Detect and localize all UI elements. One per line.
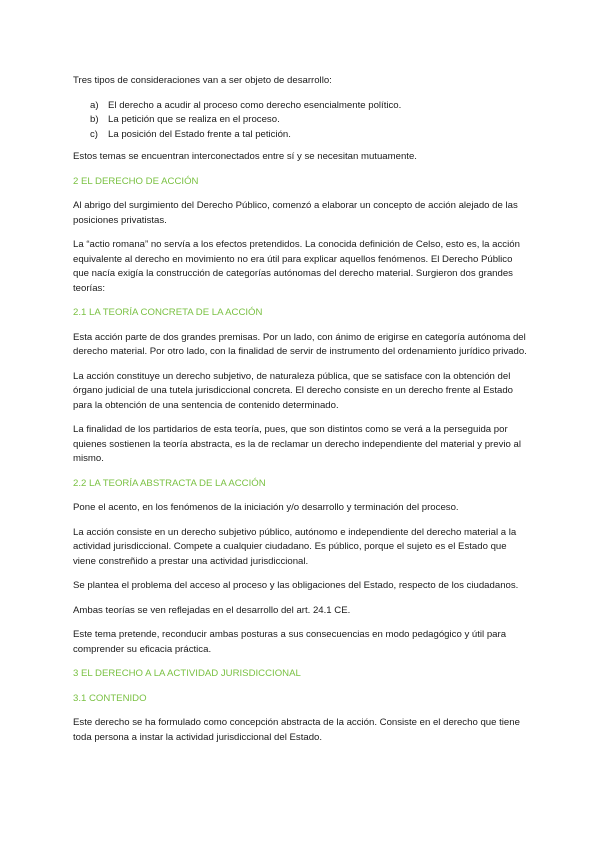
list-item-text: La petición que se realiza en el proceso.	[108, 114, 280, 125]
list-item	[73, 113, 527, 128]
list-item	[73, 128, 527, 143]
list-item-text: El derecho a acudir al proceso como derecho esencialmente político.	[108, 99, 402, 111]
paragraph: Se plantea el problema del acceso al proceso y las obligaciones del Estado, respecto de los ciudadanos.	[73, 580, 519, 591]
paragraph: Este derecho se ha formulado como concepción abstracta de la acción. Consiste en el derecho que tiene toda persona a instar la actividad jurisdiccional del Estado.	[73, 717, 520, 743]
section-heading-2: 2 EL DERECHO DE ACCIÓN	[73, 175, 199, 187]
section-heading-3-1: 3.1 CONTENIDO	[73, 692, 147, 704]
paragraph: Al abrigo del surgimiento del Derecho Público, comenzó a elaborar un concepto de acción alejado de las posiciones privatistas.	[73, 200, 518, 226]
intro-paragraph: Tres tipos de consideraciones van a ser objeto de desarrollo:	[73, 75, 332, 86]
paragraph: La “actio romana” no servía a los efectos pretendidos. La conocida definición de Celso, esto es, la acción equivalente al derecho en movimiento no era útil para explicar aquellos fenómenos. El Derecho Público que nacía exigía la construcción de categorías autónomas del derecho material. Surgieron dos grandes teorías:	[73, 239, 520, 294]
paragraph: La acción consiste en un derecho subjetivo público, autónomo e independiente del derecho material a la actividad jurisdiccional. Compete a cualquier ciudadano. Es público, porque el sujeto es el Estado que viene constreñido a prestar una actividad jurisdiccional.	[73, 526, 517, 567]
section-heading-3: 3 EL DERECHO A LA ACTIVIDAD JURISDICCIONAL	[73, 668, 301, 679]
section-heading-2-2: 2.2 LA TEORÍA ABSTRACTA DE LA ACCIÓN	[73, 477, 266, 489]
paragraph: Pone el acento, en los fenómenos de la iniciación y/o desarrollo y terminación del proceso.	[73, 502, 459, 513]
after-list-paragraph: Estos temas se encuentran interconectados entre sí y se necesitan mutuamente.	[73, 151, 417, 162]
paragraph: Ambas teorías se ven reflejadas en el desarrollo del art. 24.1 CE.	[73, 604, 351, 616]
paragraph: La acción constituye un derecho subjetivo, de naturaleza pública, que se satisface con la obtención del órgano judicial de una tutela jurisdiccional concreta. El derecho consiste en un derecho frente al Estado para la obtención de una sentencia de contenido determinado.	[73, 370, 513, 411]
section-heading-2-1: 2.1 LA TEORÍA CONCRETA DE LA ACCIÓN	[73, 307, 263, 318]
paragraph: Este tema pretende, reconducir ambas posturas a sus consecuencias en modo pedagógico y útil para comprender su eficacia práctica.	[73, 629, 507, 655]
paragraph: Esta acción parte de dos grandes premisas. Por un lado, con ánimo de erigirse en categoría autónoma del derecho material. Por otro lado, con la finalidad de servir de instrumento del ordenamiento jurídico privado.	[73, 331, 527, 357]
list-item-text: La posición del Estado frente a tal petición.	[108, 128, 291, 140]
list-marker: a)	[90, 99, 99, 111]
list-marker: c)	[90, 128, 98, 140]
list-item	[73, 99, 527, 114]
considerations-list	[73, 99, 527, 143]
paragraph: La finalidad de los partidarios de esta teoría, pues, que son distintos como se verá a la perseguida por quienes sostienen la teoría abstracta, es la de reclamar un derecho independiente del material y previo al mismo.	[73, 424, 521, 464]
list-marker: b)	[90, 114, 99, 125]
